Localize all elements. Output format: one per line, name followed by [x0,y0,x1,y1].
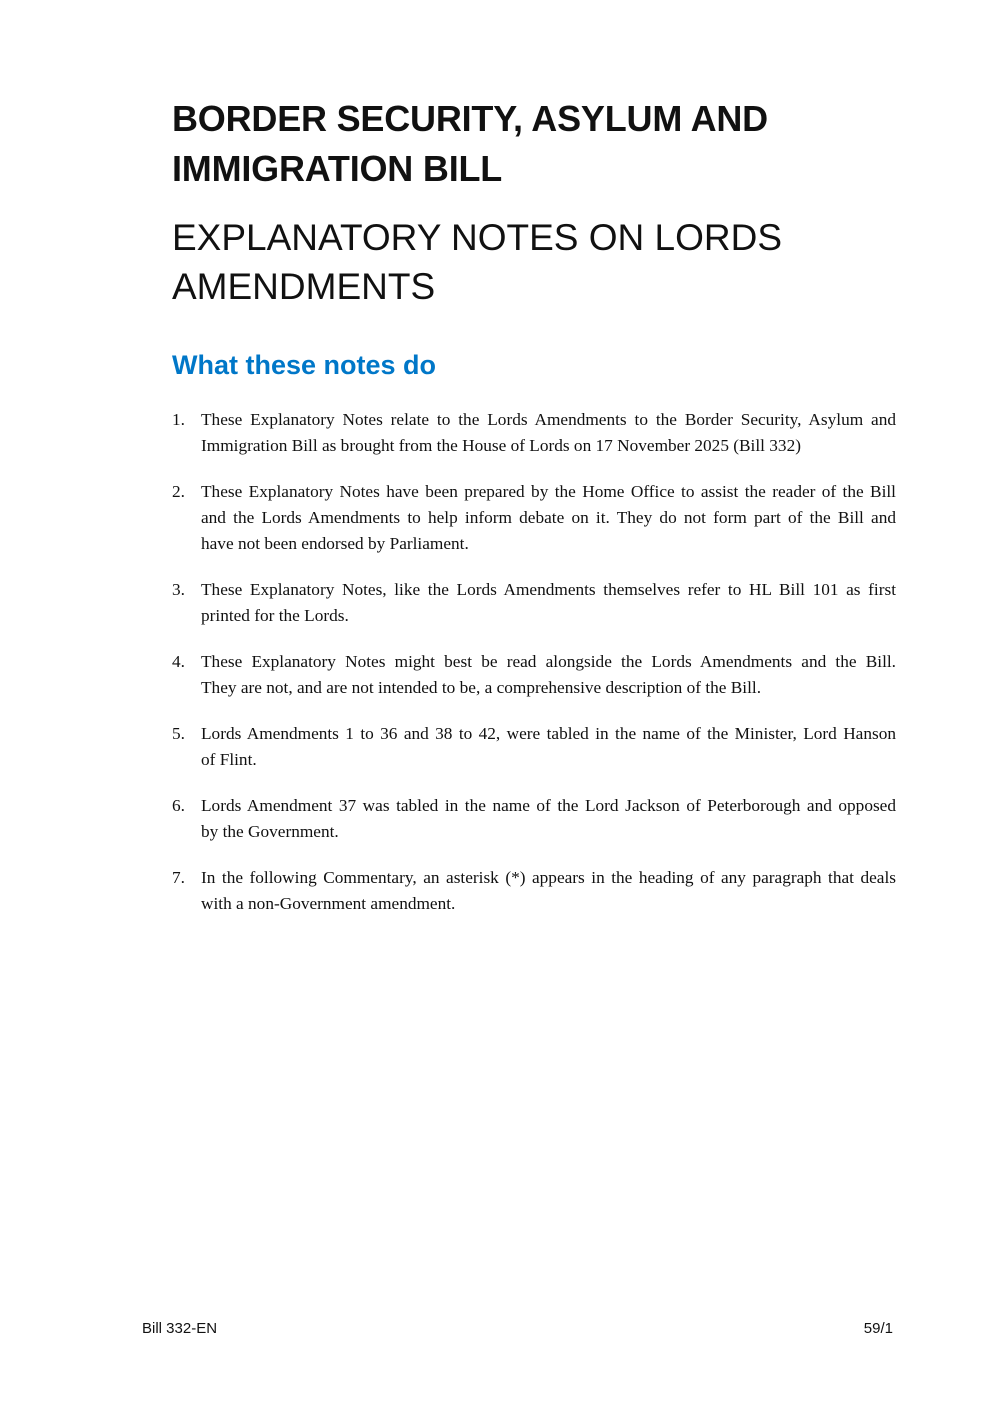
paragraph-number: 2. [172,482,185,501]
paragraph-text [201,793,896,845]
paragraph-number: 6. [172,796,185,815]
paragraph-line: and the Lords Amendments to help inform debate on it. They do not form part of the Bill and [201,508,896,527]
paragraph-number: 5. [172,724,185,743]
paragraph-text [201,577,896,629]
paragraph-line: Lords Amendment 37 was tabled in the name of the Lord Jackson of Peterborough and opposed [201,796,896,815]
paragraph-line: These Explanatory Notes relate to the Lords Amendments to the Border Security, Asylum and [201,410,896,429]
paragraph-line: In the following Commentary, an asterisk (*) appears in the heading of any paragraph that deals [201,868,896,887]
paragraph-item [172,577,896,629]
paragraph-line: They are not, and are not intended to be, a comprehensive description of the Bill. [201,678,762,697]
paragraph-item [172,649,896,701]
paragraph-item [172,865,896,917]
footer-page-number: 59/1 [863,1320,893,1337]
paragraph-line: These Explanatory Notes, like the Lords Amendments themselves refer to HL Bill 101 as first [201,580,896,599]
paragraph-number: 4. [172,652,185,671]
paragraph-text [201,479,896,557]
paragraph-line: Lords Amendments 1 to 36 and 38 to 42, were tabled in the name of the Minister, Lord Hanson [201,724,896,743]
paragraph-item [172,479,896,557]
document-subtitle [172,213,782,311]
paragraph-line: printed for the Lords. [201,606,349,625]
subtitle-line: EXPLANATORY NOTES ON LORDS [172,217,782,258]
paragraph-line: Immigration Bill as brought from the House of Lords on 17 November 2025 (Bill 332) [201,436,801,455]
paragraph-line: These Explanatory Notes might best be read alongside the Lords Amendments and the Bill. [201,652,896,671]
paragraph-text [201,407,896,459]
paragraph-text [201,649,896,701]
numbered-paragraphs [172,407,896,937]
section-heading: What these notes do [172,350,437,380]
document-title [172,94,768,194]
subtitle-line: AMENDMENTS [172,266,436,307]
paragraph-number: 1. [172,410,185,429]
paragraph-text [201,721,896,773]
paragraph-line: have not been endorsed by Parliament. [201,534,469,553]
paragraph-line: with a non-Government amendment. [201,894,456,913]
paragraph-item [172,721,896,773]
paragraph-line: These Explanatory Notes have been prepared by the Home Office to assist the reader of the Bill [201,482,896,501]
footer-bill-number: Bill 332-EN [142,1320,218,1337]
paragraph-item [172,793,896,845]
paragraph-text [201,865,896,917]
paragraph-number: 7. [172,868,185,887]
paragraph-line: of Flint. [201,750,257,769]
paragraph-number: 3. [172,580,185,599]
paragraph-item [172,407,896,459]
title-line: IMMIGRATION BILL [172,148,503,189]
paragraph-line: by the Government. [201,822,339,841]
title-line: BORDER SECURITY, ASYLUM AND [172,98,768,139]
